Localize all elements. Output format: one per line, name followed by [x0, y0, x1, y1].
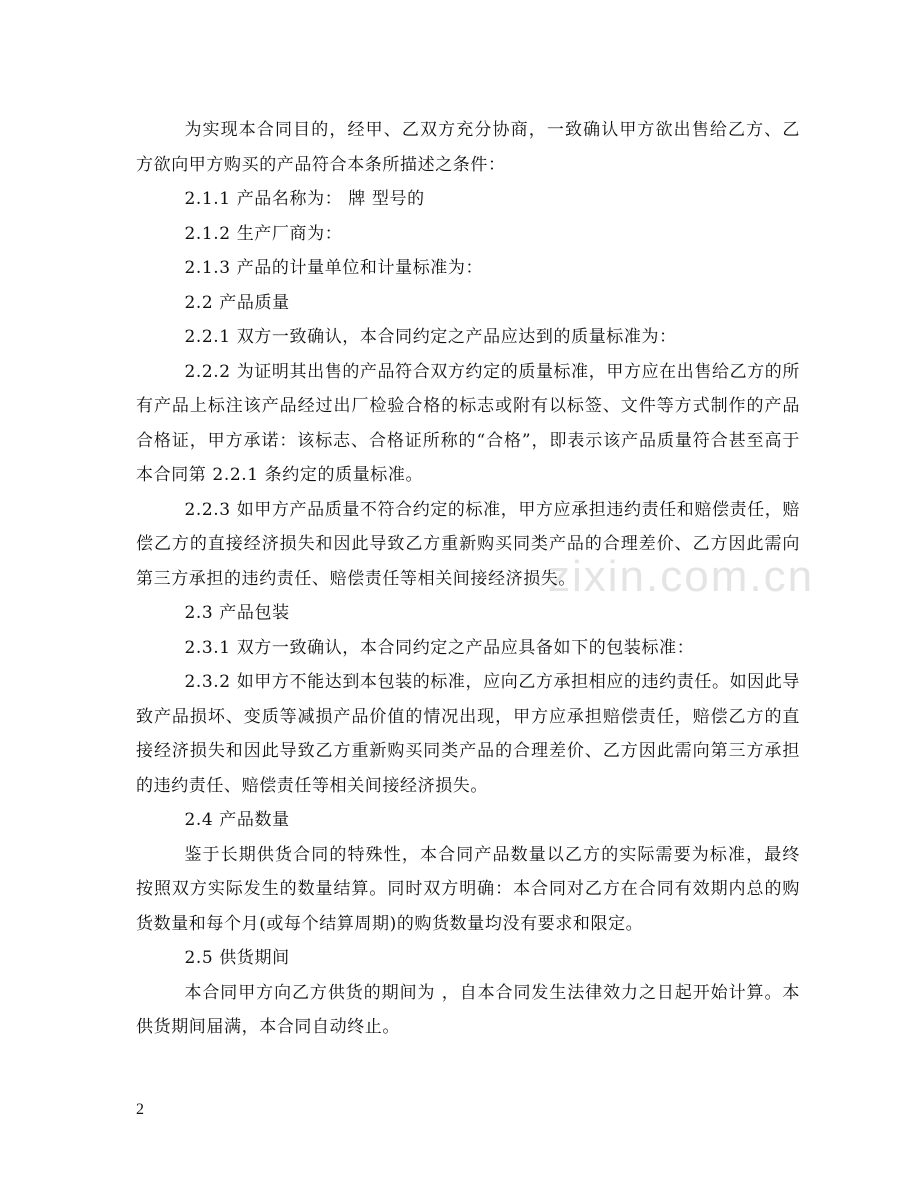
page-number: 2: [136, 1101, 144, 1118]
document-body: [136, 113, 800, 1045]
paragraph-2-3-2: 2.3.2 如甲方不能达到本包装的标准，应向乙方承担相应的违约责任。如因此导致产品损坏、变质等减损产品价值的情况出现，甲方应承担赔偿责任，赔偿乙方的直接经济损失和因此导致乙方重新购买同类产品的合理差价、乙方因此需向第三方承担的违约责任、赔偿责任等相关间接经济损失。: [136, 672, 800, 796]
heading-2-2: 2.2 产品质量: [184, 292, 290, 313]
watermark: zixin.com.cn: [548, 552, 815, 601]
paragraph-2-5-body: 本合同甲方向乙方供货的期间为 ，自本合同发生法律效力之日起开始计算。本供货期间届满，本合同自动终止。: [136, 982, 800, 1037]
paragraph-2-1-1: 2.1.1 产品名称为： 牌 型号的: [184, 189, 425, 209]
paragraph-2-3-1: 2.3.1 双方一致确认，本合同约定之产品应具备如下的包装标准：: [184, 637, 695, 658]
paragraph-2-1-2: 2.1.2 生产厂商为：: [184, 223, 343, 244]
paragraph-2-2-3: 2.2.3 如甲方产品质量不符合约定的标准，甲方应承担违约责任和赔偿责任，赔偿乙方的直接经济损失和因此导致乙方重新购买同类产品的合理差价、乙方因此需向第三方承担的违约责任、赔偿责任等相关间接经济损失。: [136, 499, 800, 589]
paragraph-2-2-1: 2.2.1 双方一致确认，本合同约定之产品应达到的质量标准为：: [184, 327, 677, 347]
paragraph-2-2-2: 2.2.2 为证明其出售的产品符合双方约定的质量标准，甲方应在出售给乙方的所有产品上标注该产品经过出厂检验合格的标志或附有以标签、文件等方式制作的产品合格证，甲方承诺：该标志、合格证所称的“合格”，即表示该产品质量符合甚至高于本合同第 2.2.1 条约定的质量标准。: [136, 361, 800, 485]
heading-2-3: 2.3 产品包装: [184, 603, 290, 623]
paragraph-intro: 为实现本合同目的，经甲、乙双方充分协商，一致确认甲方欲出售给乙方、乙方欲向甲方购买的产品符合本条所描述之条件：: [136, 120, 800, 175]
paragraph-2-1-3: 2.1.3 产品的计量单位和计量标准为：: [184, 258, 484, 278]
paragraph-2-4-body: 鉴于长期供货合同的特殊性，本合同产品数量以乙方的实际需要为标准，最终按照双方实际发生的数量结算。同时双方明确：本合同对乙方在合同有效期内总的购货数量和每个月(或每个结算周期)的购货数量均没有要求和限定。: [136, 844, 800, 934]
heading-2-4: 2.4 产品数量: [184, 810, 290, 830]
heading-2-5: 2.5 供货期间: [184, 948, 290, 968]
